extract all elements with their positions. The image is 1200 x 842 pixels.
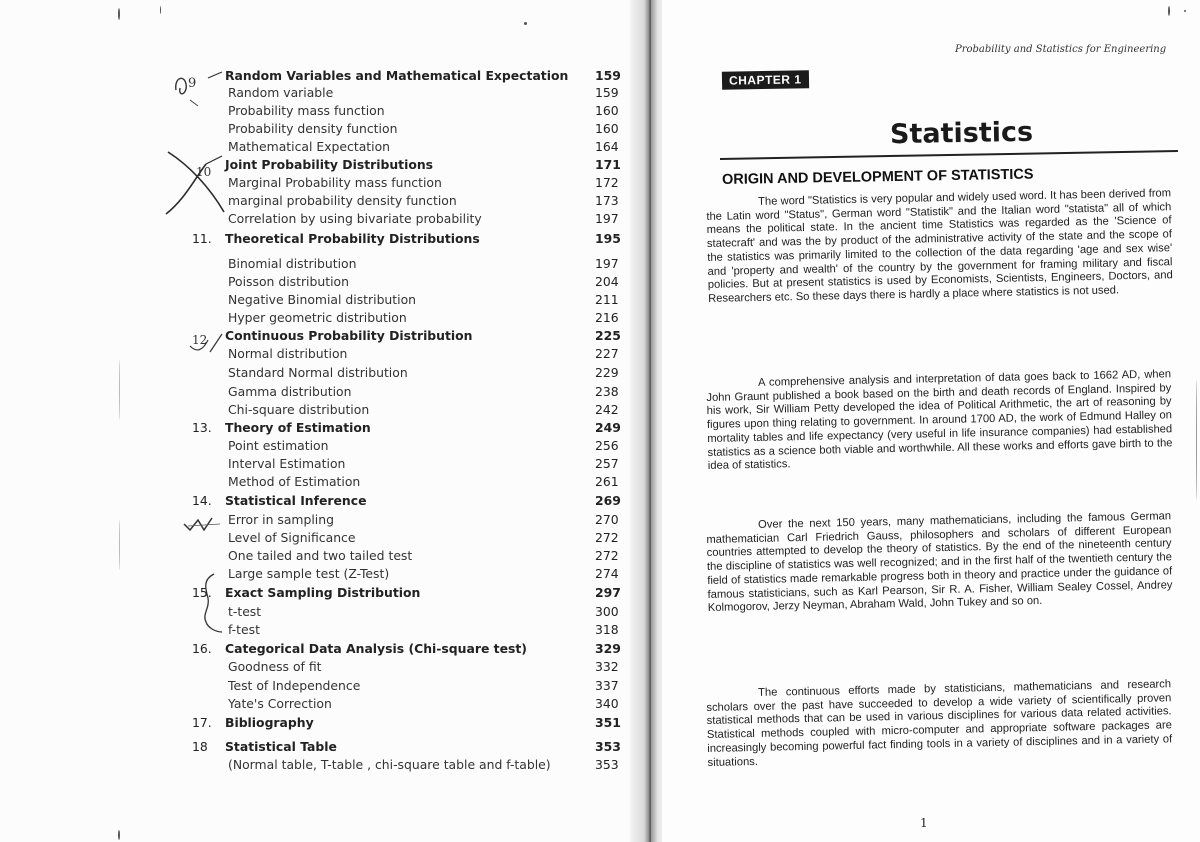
page-number: 1 [920,816,928,830]
toc-entry-page: 353 [595,757,619,772]
toc-entry-title: Goodness of fit [228,659,322,674]
toc-entry [170,67,630,85]
toc-entry-number: 18 [192,739,208,754]
toc-entry [170,364,630,382]
toc-entry-page: 297 [595,585,621,600]
toc-entry [170,273,630,291]
toc-entry-page: 227 [595,346,619,361]
toc-entry [170,84,630,102]
body-paragraph: The word "Statistics is very popular and widely used word. It has been derived from the Latin word "Status", German word "Statistik" and the Italian word "statista" all of which means the political state. In the ancient time Statistics was regarded as the 'Science of statecraft' and was the by product of the administrative activity of the state and the scope of the statistics was primarily limited to the collection of the data regarding 'age and sex wise' and 'property and wealth' of the country by the government for framing military and fiscal policies. But at present statistics is used by Economists, Scientists, Engineers, Doctors, and Researchers etc. So these days there is hardly a place where statistics is not used. [706,187,1173,305]
scan-speck [1168,6,1170,16]
toc-entry [170,419,630,437]
toc-entry-title: Error in sampling [228,512,334,527]
toc-entry-title: Probability density function [228,121,398,136]
toc-entry-title: Large sample test (Z-Test) [228,566,390,581]
handwritten-number: 12 [192,333,208,347]
toc-entry [170,230,630,248]
toc-entry [170,584,630,602]
handwritten-number: 9 [188,76,197,91]
handwritten-twelve-annotation [188,330,238,360]
toc-entry-page: 173 [595,193,619,208]
scan-speck [160,6,161,14]
chapter-label: CHAPTER 1 [722,70,809,90]
toc-entry [170,529,630,547]
toc-entry [170,345,630,363]
toc-entry-title: Mathematical Expectation [228,139,391,154]
toc-entry-title: Normal distribution [228,346,348,361]
toc-entry-title: Categorical Data Analysis (Chi-square test) [225,641,527,656]
toc-entry [170,401,630,419]
toc-entry-page: 261 [595,474,619,489]
toc-entry-title: Continuous Probability Distribution [225,328,473,343]
toc-entry-number: 15. [192,585,212,600]
toc-entry-title: Random Variables and Mathematical Expectation [225,68,569,83]
toc-entry-title: Interval Estimation [228,456,346,471]
toc-entry-title: Statistical Inference [225,493,367,508]
toc-entry-page: 216 [595,310,619,325]
handwritten-number: 10 [196,165,212,179]
body-paragraph: The continuous efforts made by statisticians, mathematicians and research scholars over the past have succeeded to develop a wide variety of scientifically proven statistical methods that can be used in various disciplines for various data related activities. Statistical methods coupled with micro-computer and appropriate software packages are increasingly becoming powerful fact finding tools in a variety of disciplines and in a variety of situations. [706,678,1173,769]
toc-entry-title: One tailed and two tailed test [228,548,413,563]
toc-entry-page: 257 [595,456,619,471]
toc-entry [170,677,630,695]
toc-entry-title: Theory of Estimation [225,420,371,435]
toc-entry-title: Joint Probability Distributions [225,157,434,172]
handwritten-cross-out [160,148,250,226]
toc-entry-page: 238 [595,384,619,399]
handwritten-nine-annotation [170,70,230,110]
toc-entry-title: Bibliography [225,715,314,730]
toc-entry-title: Test of Independence [228,678,361,693]
toc-entry [170,291,630,309]
toc-entry [170,511,630,529]
toc-entry-title: Point estimation [228,438,329,453]
toc-entry-number: 13. [192,420,212,435]
toc-entry-page: 272 [595,548,619,563]
toc-entry [170,383,630,401]
toc-entry-title: Hyper geometric distribution [228,310,407,325]
scan-speck [1196,380,1197,500]
handwritten-bracket [196,570,226,640]
toc-entry [170,547,630,565]
toc-entry [170,492,630,510]
section-heading: ORIGIN AND DEVELOPMENT OF STATISTICS [721,166,1034,188]
toc-entry [170,640,630,658]
toc-entry-title: Negative Binomial distribution [228,292,417,307]
toc-entry-title: f-test [228,622,260,637]
toc-entry-title: Standard Normal distribution [228,365,408,380]
toc-entry-page: 159 [595,85,619,100]
toc-entry-title: Probability mass function [228,103,385,118]
toc-entry-page: 337 [595,678,619,693]
scan-speck [1184,10,1186,12]
toc-entry-title: marginal probability density function [228,193,457,208]
scan-speck [118,8,120,20]
toc-entry-title: Theoretical Probability Distributions [225,231,480,246]
scan-speck [119,520,120,570]
toc-entry-title: Gamma distribution [228,384,352,399]
toc-entry [170,738,630,756]
toc-entry [170,473,630,491]
toc-entry [170,695,630,713]
toc-entry-title: Correlation by using bivariate probability [228,211,482,226]
toc-entry-title: Method of Estimation [228,474,361,489]
toc-entry [170,621,630,639]
toc-entry-page: 225 [595,328,621,343]
toc-entry-page: 172 [595,175,619,190]
handwritten-tick-mark [180,514,226,538]
toc-entry-page: 329 [595,641,621,656]
toc-entry-page: 340 [595,696,619,711]
toc-entry-page: 211 [595,292,619,307]
toc-entry [170,455,630,473]
body-paragraph: Over the next 150 years, many mathematicians, including the famous German mathematician Carl Friedrich Gauss, philosophers and scholars of different European countries attempted to develop the theory of statistics. By the end of the nineteenth century the discipline of statistics was well recognized; and in the first half of the twentieth century the field of statistics made remarkable progress both in theory and practice under the guidance of famous statisticians, such as Karl Pearson, Sir R. A. Fisher, William Sealey Cossel, Andrey Kolmogorov, Jerzy Neyman, Abraham Wald, John Tukey and so on. [706,510,1173,615]
toc-entry [170,437,630,455]
toc-entry-page: 242 [595,402,619,417]
toc-entry-page: 164 [595,139,619,154]
toc-entry [170,658,630,676]
toc-entry-page: 249 [595,420,621,435]
toc-entry-page: 300 [595,604,619,619]
toc-entry-title: Statistical Table [225,739,337,754]
toc-entry-title: Marginal Probability mass function [228,175,442,190]
toc-entry-page: 270 [595,512,619,527]
scan-speck [119,360,120,420]
toc-entry-page: 274 [595,566,619,581]
toc-entry-page: 332 [595,659,619,674]
toc-entry-page: 171 [595,157,621,172]
toc-entry-page: 160 [595,121,619,136]
scan-speck [118,830,120,840]
toc-entry [170,714,630,732]
toc-entry-title: Poisson distribution [228,274,349,289]
toc-entry-page: 269 [595,493,621,508]
toc-entry-page: 272 [595,530,619,545]
toc-entry-page: 204 [595,274,619,289]
toc-entry-page: 229 [595,365,619,380]
toc-entry-number: 14. [192,493,212,508]
toc-entry-page: 197 [595,256,619,271]
chapter-title: Statistics [889,116,1034,151]
toc-entry [170,255,630,273]
toc-entry-page: 197 [595,211,619,226]
toc-entry-title: Yate's Correction [228,696,332,711]
toc-entry-title: Chi-square distribution [228,402,370,417]
toc-entry [170,102,630,120]
toc-entry-page: 256 [595,438,619,453]
body-paragraph: A comprehensive analysis and interpretation of data goes back to 1662 AD, when John Graunt published a book based on the birth and death records of England. Inspired by his work, Sir William Petty developed the idea of Political Arithmetic, the art of reasoning by figures upon thing relating to government. In around 1700 AD, the work of Edmund Halley on mortality tables and life expectancy (very useful in life insurance companies) had established statistics as a science both viable and worthwhile. All these works and efforts gave birth to the idea of statistics. [706,368,1173,473]
toc-entry [170,309,630,327]
toc-entry-number: 16. [192,641,212,656]
toc-entry-page: 160 [595,103,619,118]
toc-entry-number: 17. [192,715,212,730]
toc-entry-title: Random variable [228,85,334,100]
toc-entry-page: 353 [595,739,621,754]
running-head: Probability and Statistics for Engineering [955,44,1167,55]
toc-entry-page: 195 [595,231,621,246]
toc-entry-page: 351 [595,715,621,730]
toc-entry-title: (Normal table, T-table , chi-square table and f-table) [228,757,551,772]
toc-entry [170,756,630,774]
toc-entry [170,120,630,138]
toc-entry-page: 318 [595,622,619,637]
toc-entry-title: Binomial distribution [228,256,357,271]
toc-entry-title: Level of Significance [228,530,356,545]
toc-entry [170,565,630,583]
toc-entry-number: 11. [192,231,212,246]
toc-entry [170,603,630,621]
toc-entry-page: 159 [595,68,621,83]
toc-entry-title: t-test [228,604,262,619]
scan-speck [524,22,527,25]
toc-entry [170,327,630,345]
toc-entry-title: Exact Sampling Distribution [225,585,421,600]
